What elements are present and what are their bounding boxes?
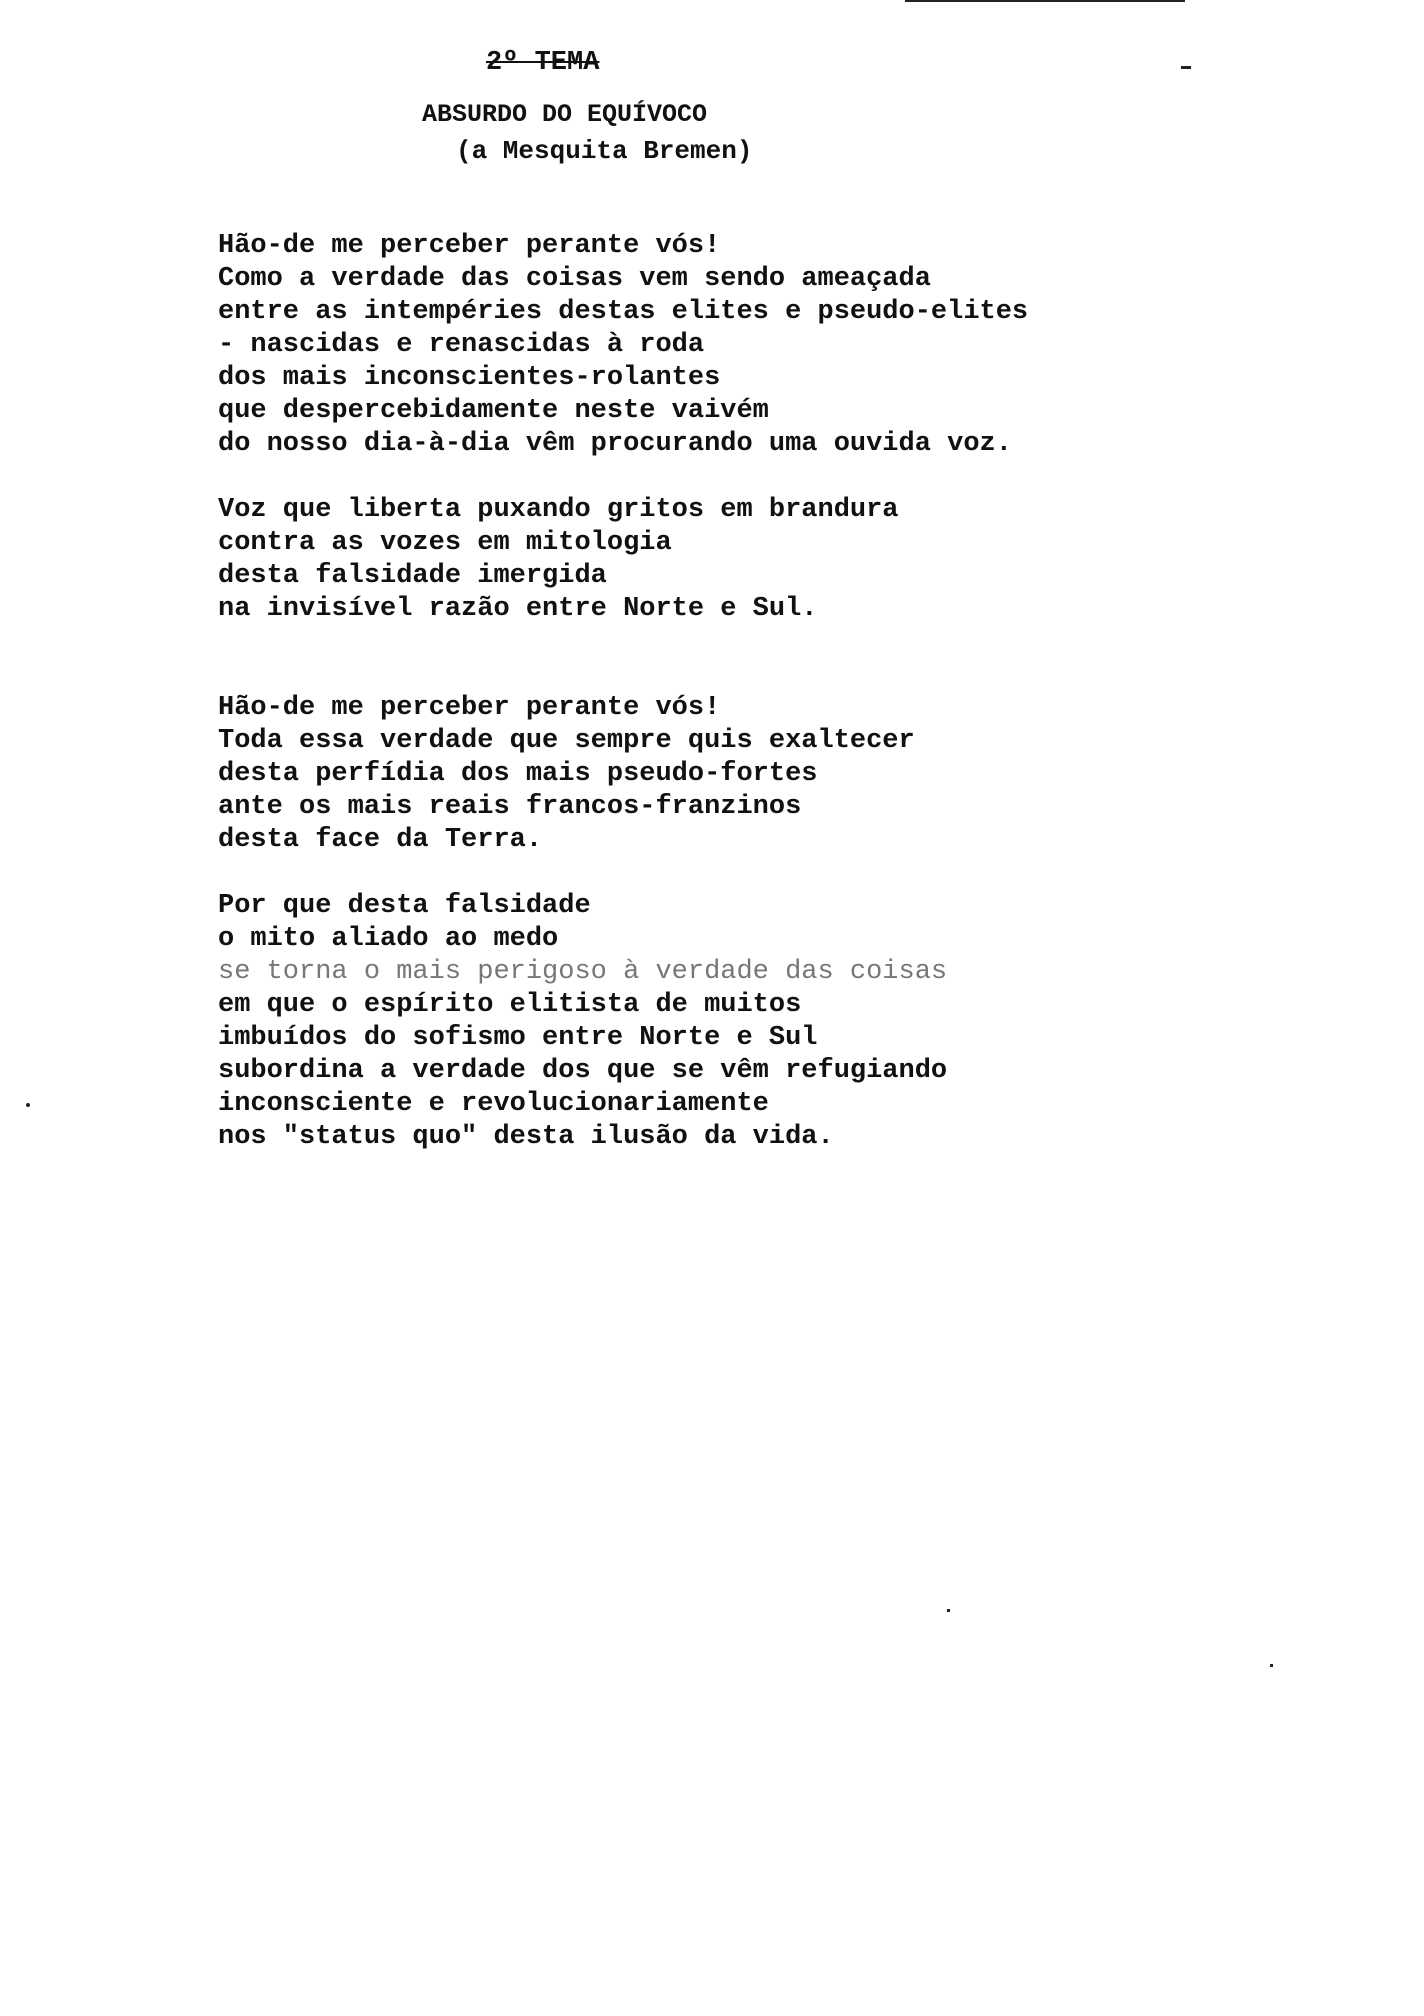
- poem-line: imbuídos do sofismo entre Norte e Sul: [218, 1023, 818, 1053]
- speck-mark: [1181, 66, 1191, 69]
- poem-line: na invisível razão entre Norte e Sul.: [218, 594, 818, 624]
- stanza-4: [218, 890, 1218, 1154]
- poem-line: desta face da Terra.: [218, 825, 543, 855]
- poem-line: inconsciente e revolucionariamente: [218, 1089, 769, 1119]
- speck-mark: [947, 1609, 950, 1612]
- poem-line: do nosso dia-à-dia vêm procurando uma ouvida voz.: [218, 429, 1012, 459]
- poem-line: o mito aliado ao medo: [218, 924, 559, 954]
- poem-line: entre as intempéries destas elites e pseudo-elites: [218, 297, 1029, 327]
- stanza-3: [218, 692, 1218, 857]
- poem-line: Como a verdade das coisas vem sendo ameaçada: [218, 264, 931, 294]
- poem-line: ante os mais reais francos-franzinos: [218, 792, 802, 822]
- poem-body: [218, 230, 1218, 1154]
- poem-line: Toda essa verdade que sempre quis exaltecer: [218, 726, 915, 756]
- poem-line: desta perfídia dos mais pseudo-fortes: [218, 759, 818, 789]
- stanza-1: [218, 230, 1218, 461]
- section-heading: 2º TEMA: [486, 48, 600, 78]
- poem-line: contra as vozes em mitologia: [218, 528, 672, 558]
- dedication: (a Mesquita Bremen): [456, 136, 753, 166]
- poem-line: dos mais inconscientes-rolantes: [218, 363, 721, 393]
- document-title: ABSURDO DO EQUÍVOCO: [422, 100, 708, 129]
- speck-mark: [26, 1103, 30, 1107]
- edge-rule: [905, 0, 1185, 2]
- poem-line: desta falsidade imergida: [218, 561, 607, 591]
- speck-mark: [1270, 1664, 1273, 1667]
- poem-line: se torna o mais perigoso à verdade das coisas: [218, 957, 948, 987]
- poem-line: que despercebidamente neste vaivém: [218, 396, 769, 426]
- poem-line: Hão-de me perceber perante vós!: [218, 693, 721, 723]
- poem-line: nos "status quo" desta ilusão da vida.: [218, 1122, 834, 1152]
- poem-line: em que o espírito elitista de muitos: [218, 990, 802, 1020]
- poem-line: Voz que liberta puxando gritos em brandura: [218, 495, 899, 525]
- poem-line: Por que desta falsidade: [218, 891, 591, 921]
- poem-line: subordina a verdade dos que se vêm refugiando: [218, 1056, 948, 1086]
- poem-line: Hão-de me perceber perante vós!: [218, 231, 721, 261]
- stanza-2: [218, 494, 1218, 626]
- poem-line: - nascidas e renascidas à roda: [218, 330, 705, 360]
